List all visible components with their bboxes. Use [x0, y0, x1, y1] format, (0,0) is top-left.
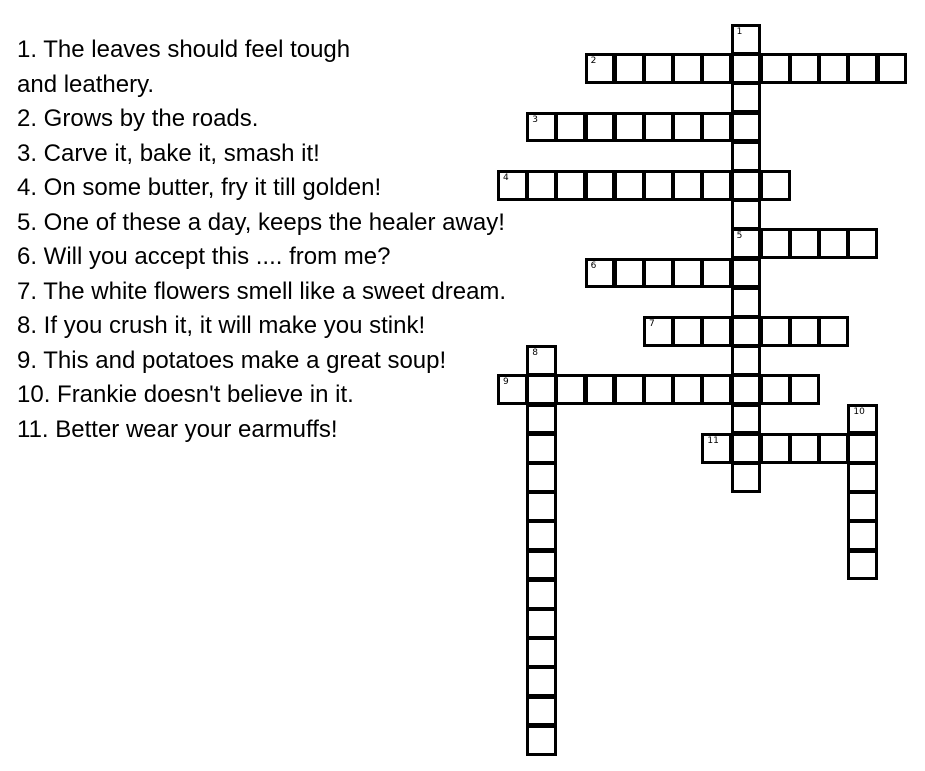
grid-cell[interactable]: [760, 170, 791, 201]
grid-cell[interactable]: [789, 228, 820, 259]
grid-cell[interactable]: [818, 53, 849, 84]
clue-7: 7. The white flowers smell like a sweet dream.: [17, 277, 507, 305]
clue-11: 11. Better wear your earmuffs!: [17, 415, 338, 443]
grid-cell[interactable]: [643, 170, 674, 201]
clue-3: 3. Carve it, bake it, smash it!: [17, 139, 320, 167]
clue-number-label: 7: [649, 319, 655, 329]
grid-cell[interactable]: [760, 433, 791, 464]
grid-cell[interactable]: [672, 258, 703, 289]
grid-cell[interactable]: [672, 112, 703, 143]
grid-cell[interactable]: [555, 374, 586, 405]
grid-cell[interactable]: [701, 433, 732, 464]
grid-cell[interactable]: [847, 404, 878, 435]
grid-cell[interactable]: [701, 258, 732, 289]
grid-cell[interactable]: [555, 170, 586, 201]
grid-cell[interactable]: [526, 112, 557, 143]
clue-number-label: 1: [736, 27, 743, 37]
clue-number-label: 8: [532, 348, 538, 359]
grid-cell[interactable]: [701, 170, 732, 201]
grid-cell[interactable]: [672, 316, 703, 347]
grid-cell[interactable]: [526, 520, 557, 551]
grid-cell[interactable]: [847, 491, 878, 522]
grid-cell[interactable]: [526, 637, 557, 668]
grid-cell[interactable]: [526, 579, 557, 610]
clue-2: 2. Grows by the roads.: [17, 105, 259, 132]
grid-cell[interactable]: [731, 462, 762, 493]
grid-cell[interactable]: [847, 550, 878, 581]
grid-cell[interactable]: [614, 170, 645, 201]
grid-cell[interactable]: [847, 520, 878, 551]
grid-cell[interactable]: [760, 316, 791, 347]
grid-cell[interactable]: [585, 53, 616, 84]
grid-cell[interactable]: [526, 462, 557, 493]
grid-cell[interactable]: [701, 316, 732, 347]
clue-9: 9. This and potatoes make a great soup!: [17, 346, 447, 374]
grid-cell[interactable]: [497, 374, 528, 405]
clue-number-label: 9: [503, 377, 509, 388]
grid-cell[interactable]: [789, 316, 820, 347]
grid-cell[interactable]: [789, 433, 820, 464]
grid-cell[interactable]: [701, 53, 732, 84]
grid-cell[interactable]: [701, 374, 732, 405]
grid-cell[interactable]: [731, 82, 762, 113]
grid-cell[interactable]: [585, 112, 616, 143]
grid-cell[interactable]: [731, 433, 762, 464]
grid-cell[interactable]: [526, 170, 557, 201]
grid-cell[interactable]: [847, 462, 878, 493]
grid-cell[interactable]: [760, 53, 791, 84]
grid-cell[interactable]: [526, 725, 557, 756]
grid-cell[interactable]: [818, 433, 849, 464]
grid-cell[interactable]: [731, 374, 762, 405]
grid-cell[interactable]: [760, 228, 791, 259]
grid-cell[interactable]: [731, 258, 762, 289]
grid-cell[interactable]: [585, 374, 616, 405]
grid-cell[interactable]: [614, 112, 645, 143]
grid-cell[interactable]: [847, 433, 878, 464]
clue-10: 10. Frankie doesn't believe in it.: [17, 381, 354, 408]
grid-cell[interactable]: [731, 112, 762, 143]
grid-cell[interactable]: [731, 170, 762, 201]
clue-number-label: 4: [503, 173, 509, 183]
grid-cell[interactable]: [585, 170, 616, 201]
grid-cell[interactable]: [731, 53, 762, 84]
grid-cell[interactable]: [526, 491, 557, 522]
grid-cell[interactable]: [731, 228, 762, 259]
grid-cell[interactable]: [526, 550, 557, 581]
grid-cell[interactable]: [643, 258, 674, 289]
clue-number-label: 3: [532, 114, 538, 125]
clue-number-label: 2: [590, 56, 597, 67]
clue-5: 5. One of these a day, keeps the healer away!: [17, 208, 505, 236]
grid-cell[interactable]: [760, 374, 791, 405]
clue-1: 1. The leaves should feel tough and leathery.: [17, 36, 351, 98]
grid-cell[interactable]: [526, 345, 557, 376]
clue-number-label: 5: [736, 231, 743, 242]
grid-cell[interactable]: [526, 433, 557, 464]
grid-cell[interactable]: [526, 608, 557, 639]
grid-cell[interactable]: [701, 112, 732, 143]
clue-number-label: 11: [707, 435, 719, 446]
grid-cell[interactable]: [731, 287, 762, 318]
grid-cell[interactable]: [731, 404, 762, 435]
clue-number-label: 10: [853, 406, 865, 417]
grid-cell[interactable]: [789, 53, 820, 84]
grid-cell[interactable]: [526, 374, 557, 405]
grid-cell[interactable]: [614, 374, 645, 405]
grid-cell[interactable]: [497, 170, 528, 201]
grid-cell[interactable]: [789, 374, 820, 405]
grid-cell[interactable]: [526, 666, 557, 697]
grid-cell[interactable]: [643, 316, 674, 347]
grid-cell[interactable]: [585, 258, 616, 289]
grid-cell[interactable]: [877, 53, 908, 84]
grid-cell[interactable]: [643, 374, 674, 405]
grid-cell[interactable]: [731, 316, 762, 347]
grid-cell[interactable]: [526, 404, 557, 435]
clue-number-label: 6: [590, 260, 597, 271]
grid-cell[interactable]: [847, 53, 878, 84]
clue-6: 6. Will you accept this .... from me?: [17, 243, 391, 270]
grid-cell[interactable]: [672, 53, 703, 84]
clue-4: 4. On some butter, fry it till golden!: [17, 174, 382, 201]
grid-cell[interactable]: [643, 53, 674, 84]
grid-cell[interactable]: [731, 345, 762, 376]
grid-cell[interactable]: [526, 696, 557, 727]
grid-cell[interactable]: [614, 53, 645, 84]
grid-cell[interactable]: [818, 316, 849, 347]
grid-cell[interactable]: [731, 199, 762, 230]
grid-cell[interactable]: [731, 24, 762, 55]
grid-cell[interactable]: [847, 228, 878, 259]
grid-cell[interactable]: [672, 170, 703, 201]
grid-cell[interactable]: [672, 374, 703, 405]
grid-cell[interactable]: [643, 112, 674, 143]
grid-cell[interactable]: [731, 141, 762, 172]
grid-cell[interactable]: [614, 258, 645, 289]
grid-cell[interactable]: [818, 228, 849, 259]
clue-8: 8. If you crush it, it will make you stink!: [17, 312, 426, 339]
grid-cell[interactable]: [555, 112, 586, 143]
